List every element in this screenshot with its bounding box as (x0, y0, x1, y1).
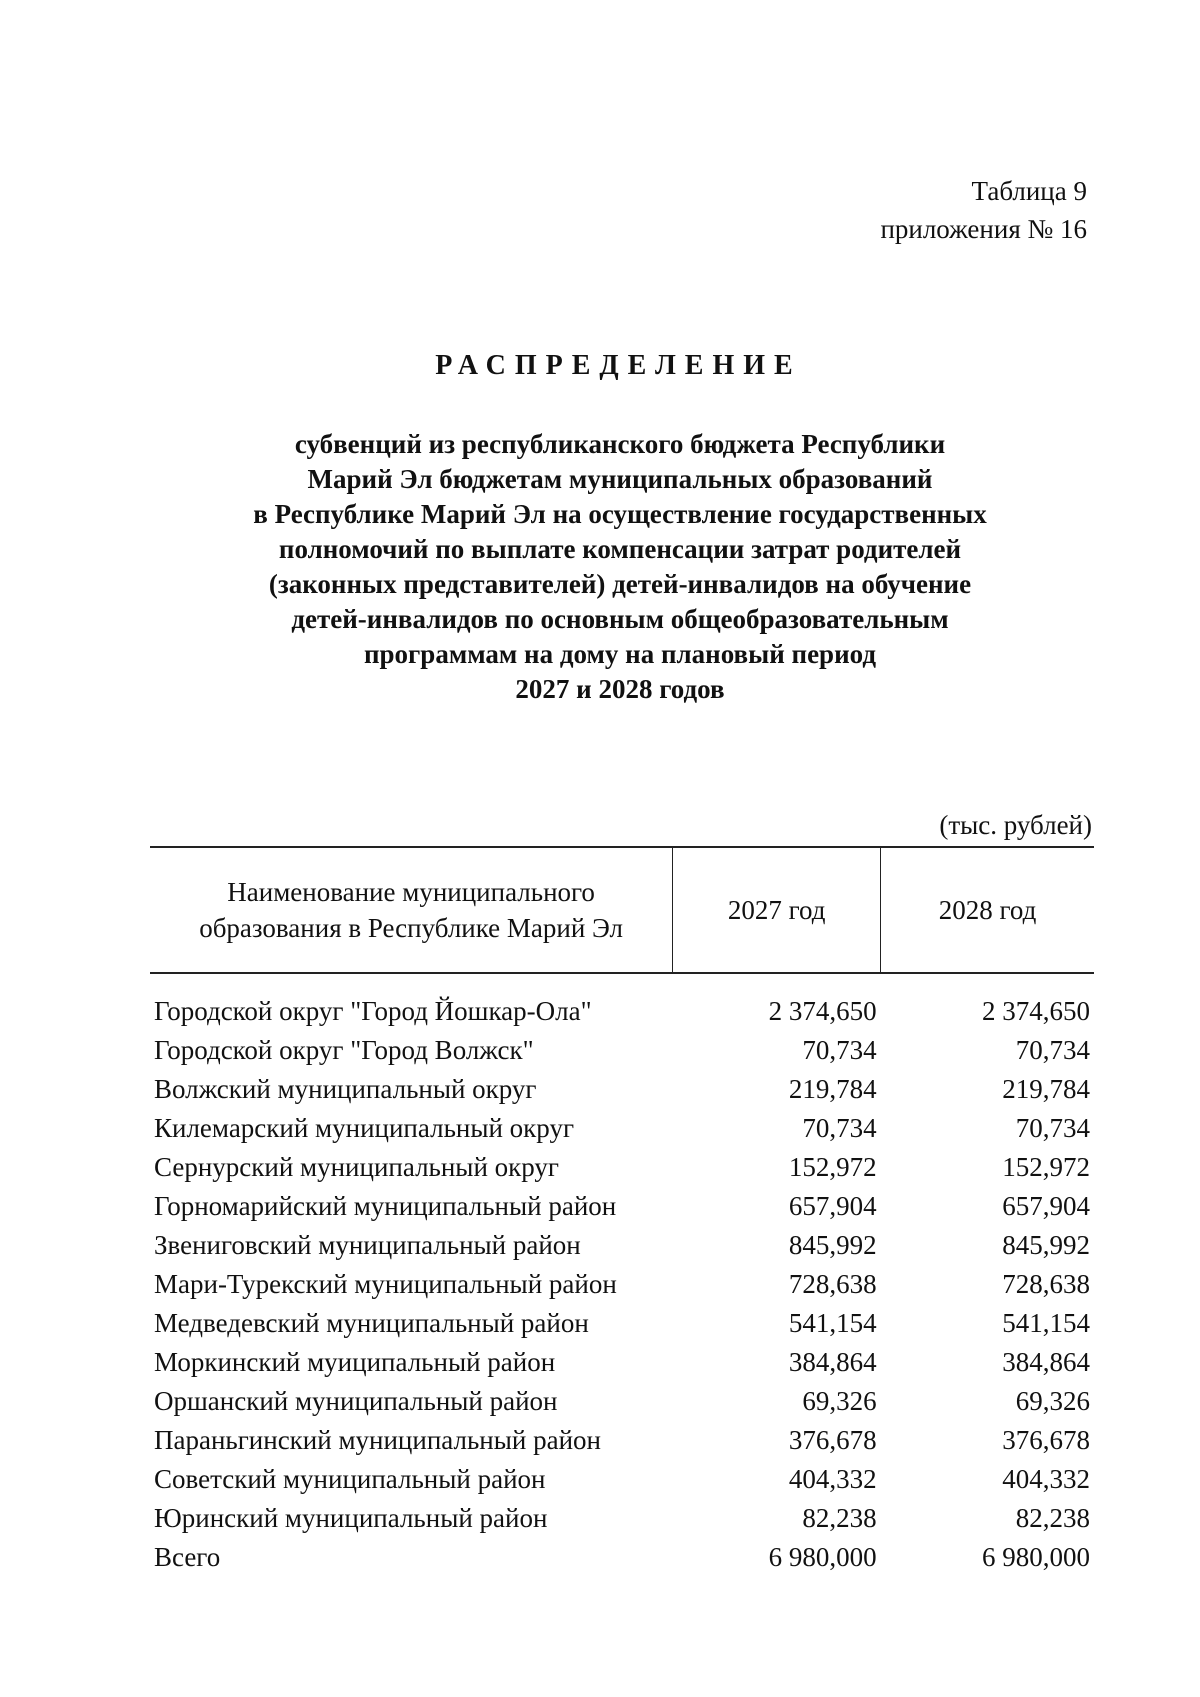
cell-municipality-name: Медведевский муниципальный район (154, 1308, 589, 1338)
subtitle-line: программам на дому на плановый период (363, 639, 877, 669)
distribution-table (150, 846, 1094, 1577)
cell-value-2027: 70,734 (802, 1035, 877, 1065)
cell-value-2027: 384,864 (788, 1347, 877, 1377)
cell-value-2027: 152,972 (788, 1152, 877, 1182)
table-row (150, 1070, 1094, 1109)
cell-value-2027: 728,638 (788, 1269, 877, 1299)
table-row (150, 1421, 1094, 1460)
cell-municipality-name: Юринский муниципальный район (154, 1503, 548, 1533)
cell-value-2027: 376,678 (788, 1425, 877, 1455)
table-header (150, 847, 1094, 973)
cell-municipality-name: Мари-Турекский муниципальный район (154, 1269, 617, 1299)
table-row (150, 992, 1094, 1031)
cell-value-2028: 845,992 (1002, 1230, 1090, 1260)
table-row (150, 1031, 1094, 1070)
cell-value-2028: 376,678 (1002, 1425, 1090, 1455)
header-municipality (150, 847, 673, 973)
subtitle-line: детей-инвалидов по основным общеобразовательным (291, 604, 949, 634)
cell-municipality-name: Советский муниципальный район (154, 1464, 546, 1494)
table-row (150, 1226, 1094, 1265)
cell-value-2027: 541,154 (788, 1308, 877, 1338)
cell-value-2027: 845,992 (788, 1230, 877, 1260)
table-spacer (150, 973, 1094, 992)
header-municipality-line1: Наименование муниципального (227, 877, 595, 907)
subtitle-line: субвенций из республиканского бюджета Республики (294, 429, 946, 459)
table-row (150, 1343, 1094, 1382)
cell-municipality-name: Всего (154, 1542, 221, 1572)
subtitle-line: полномочий по выплате компенсации затрат родителей (278, 534, 962, 564)
header-row (150, 847, 1094, 973)
cell-value-2028: 6 980,000 (982, 1542, 1090, 1572)
cell-value-2028: 82,238 (1015, 1503, 1090, 1533)
cell-municipality-name: Городской округ "Город Волжск" (154, 1035, 534, 1065)
table-row (150, 1265, 1094, 1304)
table-row (150, 1382, 1094, 1421)
header-municipality-line2: образования в Республике Марий Эл (199, 913, 624, 943)
cell-value-2028: 69,326 (1015, 1386, 1090, 1416)
cell-value-2028: 541,154 (1002, 1308, 1090, 1338)
subtitle-line: Марий Эл бюджетам муниципальных образований (307, 464, 933, 494)
cell-value-2027: 219,784 (788, 1074, 877, 1104)
cell-value-2028: 384,864 (1002, 1347, 1090, 1377)
cell-municipality-name: Городской округ "Город Йошкар-Ола" (154, 996, 592, 1026)
cell-value-2027: 69,326 (802, 1386, 877, 1416)
cell-municipality-name: Оршанский муниципальный район (154, 1386, 558, 1416)
table-row (150, 1304, 1094, 1343)
cell-municipality-name: Сернурский муниципальный округ (154, 1152, 559, 1182)
cell-value-2027: 2 374,650 (768, 996, 877, 1026)
subtitle-line: 2027 и 2028 годов (515, 674, 725, 704)
cell-value-2027: 82,238 (802, 1503, 877, 1533)
header-year-2028: 2028 год (881, 847, 1094, 973)
subtitle-line: в Республике Марий Эл на осуществление государственных (253, 499, 987, 529)
subtitle-line: (законных представителей) детей-инвалидов на обучение (268, 569, 972, 599)
table-total-row (150, 1538, 1094, 1577)
cell-value-2028: 70,734 (1015, 1035, 1090, 1065)
header-year-2027: 2027 год (673, 847, 881, 973)
table-row (150, 1460, 1094, 1499)
table-row (150, 1499, 1094, 1538)
document-subtitle (180, 427, 1060, 707)
cell-value-2027: 70,734 (802, 1113, 877, 1143)
cell-municipality-name: Килемарский муниципальный округ (154, 1113, 575, 1143)
cell-value-2028: 728,638 (1002, 1269, 1090, 1299)
cell-value-2028: 657,904 (1002, 1191, 1090, 1221)
cell-value-2027: 6 980,000 (768, 1542, 877, 1572)
cell-value-2027: 657,904 (788, 1191, 877, 1221)
units-label: (тыс. рублей) (939, 810, 1092, 840)
cell-municipality-name: Моркинский муиципальный район (154, 1347, 556, 1377)
cell-municipality-name: Звениговский муниципальный район (154, 1230, 581, 1260)
table-reference (880, 172, 1087, 248)
table-row (150, 1109, 1094, 1148)
document-title: РАСПРЕДЕЛЕНИЕ (435, 350, 802, 381)
cell-municipality-name: Параньгинский муниципальный район (154, 1425, 601, 1455)
table-number: Таблица 9 (971, 176, 1087, 206)
cell-municipality-name: Горномарийский муниципальный район (154, 1191, 617, 1221)
cell-value-2028: 404,332 (1002, 1464, 1090, 1494)
cell-value-2028: 2 374,650 (982, 996, 1090, 1026)
cell-value-2028: 219,784 (1002, 1074, 1090, 1104)
table-row (150, 1148, 1094, 1187)
cell-value-2027: 404,332 (788, 1464, 877, 1494)
appendix-number: приложения № 16 (880, 214, 1087, 244)
cell-value-2028: 152,972 (1002, 1152, 1090, 1182)
table-row (150, 1187, 1094, 1226)
table-body (150, 973, 1094, 1577)
cell-value-2028: 70,734 (1015, 1113, 1090, 1143)
cell-municipality-name: Волжский муниципальный округ (154, 1074, 537, 1104)
distribution-table-container (150, 846, 1094, 1577)
